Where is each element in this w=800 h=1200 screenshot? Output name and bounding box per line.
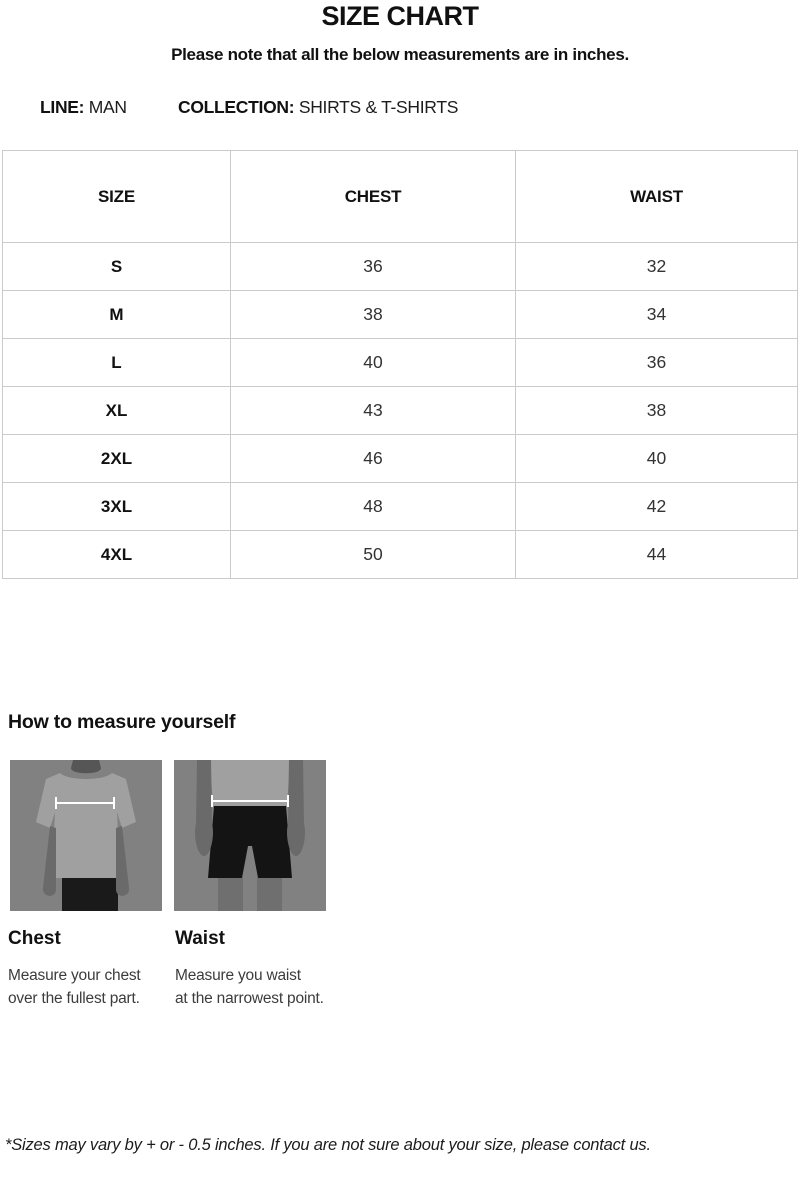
chest-cell: 40 xyxy=(231,339,516,387)
line-info xyxy=(40,97,127,118)
chest-cell: 36 xyxy=(231,243,516,291)
waist-description xyxy=(175,965,324,1010)
size-chart-table xyxy=(2,150,798,579)
chin-neck xyxy=(71,760,101,773)
left-arm xyxy=(195,760,213,856)
line-value: MAN xyxy=(88,97,127,117)
right-leg xyxy=(257,878,282,911)
waist-cell: 34 xyxy=(516,291,798,339)
shorts xyxy=(62,878,118,911)
waist-cell: 44 xyxy=(516,531,798,579)
size-disclaimer: *Sizes may vary by + or - 0.5 inches. If you are not sure about your size, please contact us. xyxy=(5,1136,651,1154)
collection-info xyxy=(178,97,458,118)
column-header-chest: CHEST xyxy=(231,151,516,243)
chest-cell: 46 xyxy=(231,435,516,483)
collection-label: COLLECTION: xyxy=(178,97,295,117)
chest-cell: 50 xyxy=(231,531,516,579)
waist-cell: 38 xyxy=(516,387,798,435)
size-cell: 4XL xyxy=(3,531,231,579)
measure-section-heading: How to measure yourself xyxy=(8,711,236,733)
line-label: LINE: xyxy=(40,97,85,117)
table-row xyxy=(3,387,798,435)
column-header-size: SIZE xyxy=(3,151,231,243)
right-arm xyxy=(287,760,305,856)
waist-label: Waist xyxy=(175,928,225,949)
collection-value: SHIRTS & T-SHIRTS xyxy=(298,97,459,117)
table-row xyxy=(3,339,798,387)
chest-cell: 43 xyxy=(231,387,516,435)
chest-description xyxy=(8,965,141,1010)
waist-cell: 42 xyxy=(516,483,798,531)
page-title: SIZE CHART xyxy=(321,1,479,31)
waist-description-line2: at the narrowest point. xyxy=(175,989,324,1007)
size-cell: S xyxy=(3,243,231,291)
table-row xyxy=(3,531,798,579)
waist-cell: 40 xyxy=(516,435,798,483)
chest-measure-photo xyxy=(10,760,162,911)
table-row xyxy=(3,483,798,531)
left-leg xyxy=(218,878,243,911)
size-cell: L xyxy=(3,339,231,387)
chest-description-line2: over the fullest part. xyxy=(8,989,140,1007)
chest-label: Chest xyxy=(8,928,61,949)
size-cell: 2XL xyxy=(3,435,231,483)
column-header-waist: WAIST xyxy=(516,151,798,243)
chest-cell: 38 xyxy=(231,291,516,339)
chest-cell: 48 xyxy=(231,483,516,531)
waist-cell: 36 xyxy=(516,339,798,387)
table-row xyxy=(3,435,798,483)
table-row xyxy=(3,291,798,339)
size-cell: M xyxy=(3,291,231,339)
table-header-row xyxy=(3,151,798,243)
waist-description-line1: Measure you waist xyxy=(175,967,301,984)
size-cell: 3XL xyxy=(3,483,231,531)
t-shirt-hem xyxy=(210,760,290,806)
waist-measure-photo xyxy=(174,760,326,911)
chest-description-line1: Measure your chest xyxy=(8,967,141,984)
size-cell: XL xyxy=(3,387,231,435)
measurement-unit-note: Please note that all the below measurements are in inches. xyxy=(171,45,629,64)
waist-cell: 32 xyxy=(516,243,798,291)
table-row xyxy=(3,243,798,291)
